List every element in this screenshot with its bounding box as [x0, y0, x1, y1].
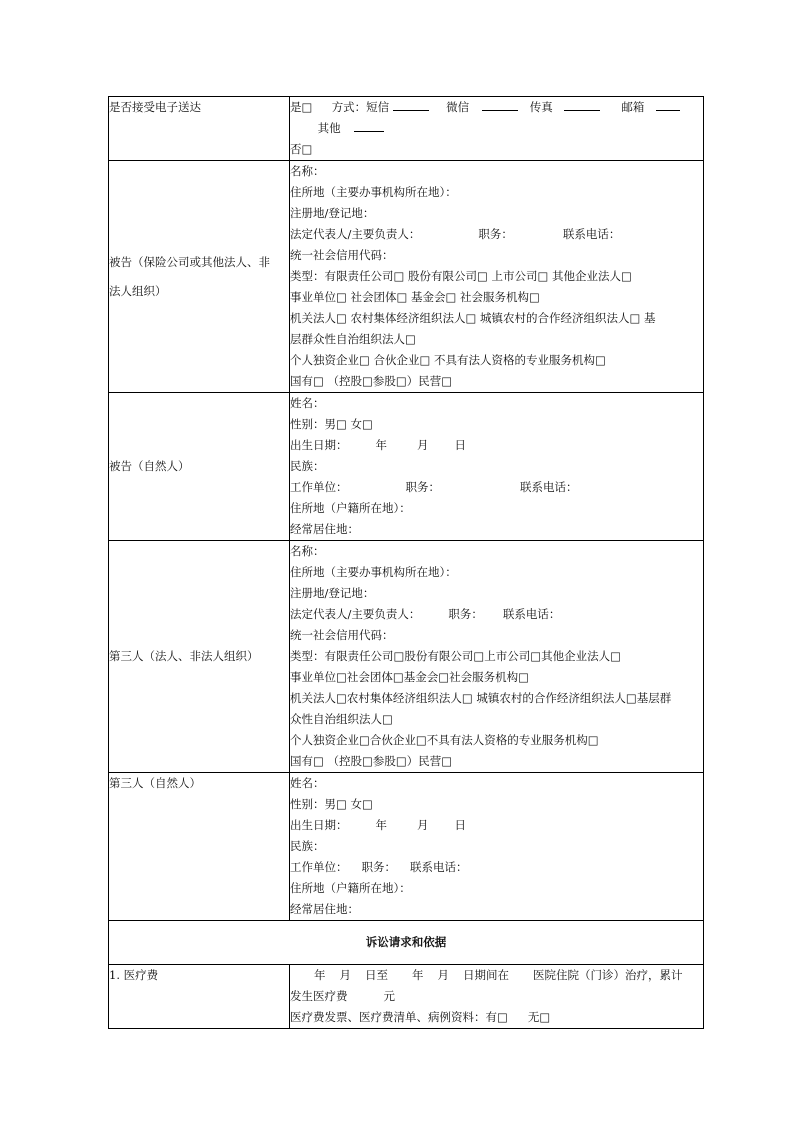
defendant-person-domicile[interactable]: 住所地（户籍所在地）：	[290, 501, 411, 515]
defendant-org-registered-place[interactable]: 注册地/登记地：	[290, 206, 375, 220]
defendant-org-name[interactable]: 名称：	[290, 164, 325, 178]
defendant-person-ethnicity[interactable]: 民族：	[290, 459, 325, 473]
third-org-representative[interactable]: 法定代表人/主要负责人： 职务： 联系电话：	[290, 607, 561, 621]
defendant-person-gender[interactable]: 性别：男□ 女□	[290, 417, 373, 431]
medical-fee-documents[interactable]: 医疗费发票、医疗费清单、病例资料：有□ 无□	[290, 1010, 551, 1024]
fax-label: 传真	[529, 100, 553, 114]
medical-fee-total[interactable]: 发生医疗费 元	[290, 989, 395, 1003]
third-org-type-options-3[interactable]: 机关法人□农村集体经济组织法人□ 城镇农村的合作经济组织法人□基层群	[290, 691, 672, 705]
other-blank[interactable]	[354, 120, 384, 132]
defendant-org-credit-code[interactable]: 统一社会信用代码：	[290, 248, 394, 262]
defendant-org-ownership-options[interactable]: 国有□ （控股□参股□）民营□	[290, 374, 453, 388]
electronic-service-label: 是否接受电子送达	[109, 97, 290, 161]
defendant-org-position: 职务：	[478, 227, 513, 241]
complaint-form-table	[108, 96, 704, 1029]
defendant-org-representative[interactable]: 法定代表人/主要负责人： 职务： 联系电话：	[290, 227, 621, 241]
third-person-domicile[interactable]: 住所地（户籍所在地）：	[290, 881, 411, 895]
medical-fee-fields	[290, 965, 704, 1029]
defendant-org-type-options-5[interactable]: 个人独资企业□ 合伙企业□ 不具有法人资格的专业服务机构□	[290, 353, 606, 367]
defendant-org-type-options-4[interactable]: 层群众性自治组织法人□	[290, 332, 416, 346]
defendant-org-fields	[290, 161, 704, 393]
defendant-org-phone: 联系电话：	[562, 227, 621, 241]
claims-section-title: 诉讼请求和依据	[109, 921, 704, 965]
third-person-birth[interactable]: 出生日期： 年 月 日	[290, 818, 466, 832]
electronic-service-row	[109, 97, 704, 161]
third-person-residence[interactable]: 经常居住地：	[290, 902, 359, 916]
third-org-type-options-2[interactable]: 事业单位□社会团体□基金会□社会服务机构□	[290, 670, 529, 684]
defendant-org-type-options-1[interactable]: 类型：有限责任公司□ 股份有限公司□ 上市公司□ 其他企业法人□	[290, 269, 632, 283]
sms-label: 方式：短信	[331, 100, 390, 114]
third-org-name[interactable]: 名称：	[290, 544, 325, 558]
third-person-employer[interactable]: 工作单位： 职务： 联系电话：	[290, 860, 468, 874]
email-blank[interactable]	[656, 99, 680, 111]
third-person-label: 第三人（自然人）	[109, 773, 290, 921]
third-org-type-options-1[interactable]: 类型：有限责任公司□股份有限公司□上市公司□其他企业法人□	[290, 649, 621, 663]
defendant-org-row	[109, 161, 704, 393]
defendant-person-row	[109, 393, 704, 541]
defendant-org-label: 被告（保险公司或其他法人、非 法人组织）	[109, 161, 290, 393]
third-org-type-options-5[interactable]: 个人独资企业□合伙企业□不具有法人资格的专业服务机构□	[290, 733, 599, 747]
medical-fee-treatment-period[interactable]: 年 月 日至 年 月 日期间在 医院住院（门诊）治疗，累计	[314, 968, 683, 982]
third-org-label: 第三人（法人、非法人组织）	[109, 541, 290, 773]
third-org-ownership-options[interactable]: 国有□ （控股□参股□）民营□	[290, 754, 453, 768]
email-label: 邮箱	[621, 100, 645, 114]
third-org-row	[109, 541, 704, 773]
third-person-gender[interactable]: 性别：男□ 女□	[290, 797, 373, 811]
electronic-service-options	[290, 97, 704, 161]
defendant-person-fields	[290, 393, 704, 541]
sms-blank[interactable]	[393, 99, 429, 111]
claims-section-row	[109, 921, 704, 965]
defendant-org-type-options-2[interactable]: 事业单位□ 社会团体□ 基金会□ 社会服务机构□	[290, 290, 540, 304]
third-org-address[interactable]: 住所地（主要办事机构所在地）：	[290, 565, 457, 579]
fax-blank[interactable]	[564, 99, 600, 111]
third-org-registered-place[interactable]: 注册地/登记地：	[290, 586, 375, 600]
electronic-service-no-checkbox[interactable]: 否□	[290, 142, 313, 156]
defendant-org-type-options-3[interactable]: 机关法人□ 农村集体经济组织法人□ 城镇农村的合作经济组织法人□ 基	[290, 311, 656, 325]
other-label: 其他	[317, 121, 341, 135]
medical-fee-row	[109, 965, 704, 1029]
third-person-ethnicity[interactable]: 民族：	[290, 839, 325, 853]
defendant-person-residence[interactable]: 经常居住地：	[290, 522, 359, 536]
medical-fee-label: 1. 医疗费	[109, 965, 290, 1029]
defendant-person-birth[interactable]: 出生日期： 年 月 日	[290, 438, 466, 452]
defendant-person-employer[interactable]: 工作单位： 职务： 联系电话：	[290, 480, 578, 494]
third-org-credit-code[interactable]: 统一社会信用代码：	[290, 628, 394, 642]
third-person-fields	[290, 773, 704, 921]
defendant-person-name[interactable]: 姓名：	[290, 396, 325, 410]
defendant-org-address[interactable]: 住所地（主要办事机构所在地）：	[290, 185, 457, 199]
wechat-blank[interactable]	[482, 99, 518, 111]
electronic-service-yes-checkbox[interactable]: 是□	[290, 100, 313, 114]
third-person-row	[109, 773, 704, 921]
third-org-type-options-4[interactable]: 众性自治组织法人□	[290, 712, 393, 726]
third-person-name[interactable]: 姓名：	[290, 776, 325, 790]
defendant-person-label: 被告（自然人）	[109, 393, 290, 541]
third-org-fields	[290, 541, 704, 773]
wechat-label: 微信	[446, 100, 470, 114]
